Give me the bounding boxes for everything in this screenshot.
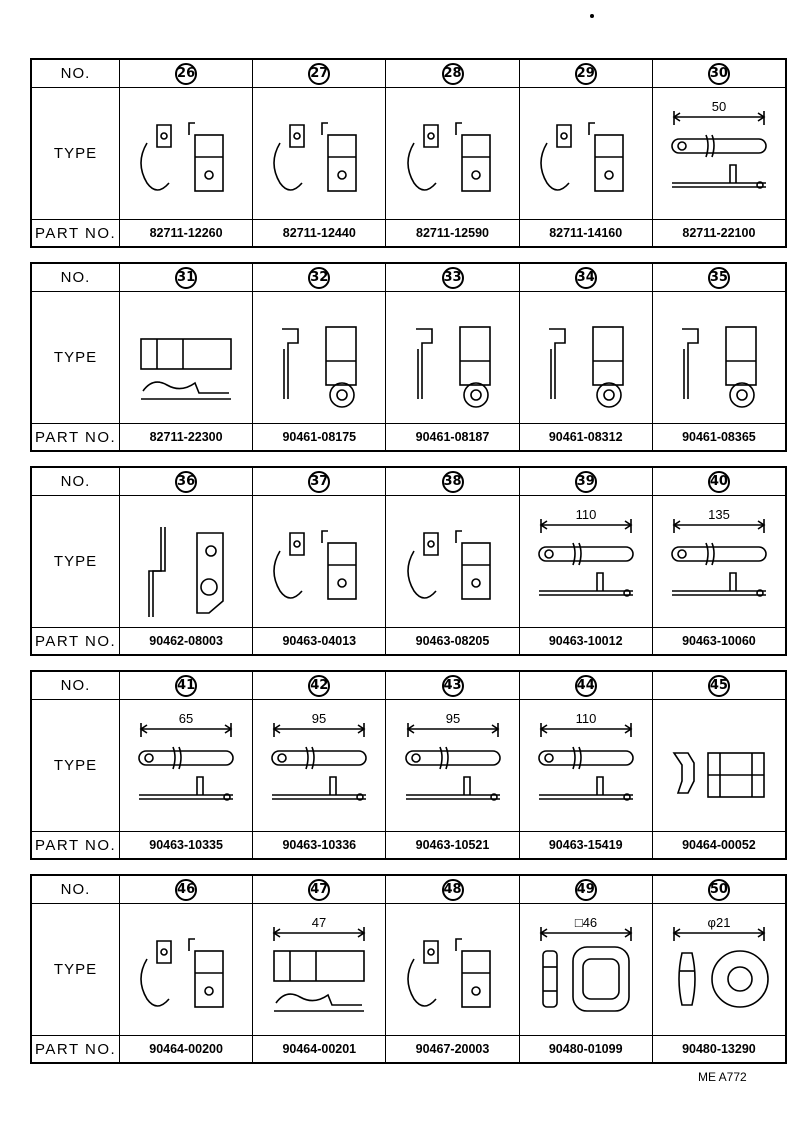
reference-code: ME A772 — [698, 1070, 747, 1084]
ring-bracket-clip-icon — [394, 95, 512, 213]
part-no-label: PART NO. — [32, 628, 120, 654]
bracket-clip-icon — [127, 503, 245, 621]
type-label: TYPE — [32, 904, 120, 1035]
item-number-cell — [520, 876, 653, 903]
part-number-cell — [120, 628, 253, 654]
type-illustration-cell — [520, 700, 653, 831]
hook-clip-icon — [127, 95, 245, 213]
part-number: 82711-12260 — [149, 226, 223, 240]
part-number-row — [32, 628, 785, 654]
type-illustration-cell — [253, 700, 386, 831]
parts-table-5 — [30, 874, 787, 1064]
part-number-cell — [253, 424, 386, 450]
type-illustration-cell — [386, 700, 519, 831]
part-number: 90463-04013 — [282, 634, 357, 648]
part-number: 90463-15419 — [548, 838, 623, 852]
type-row — [32, 496, 785, 628]
item-number-cell — [386, 264, 519, 291]
part-number-cell — [120, 424, 253, 450]
item-number-cell — [120, 672, 253, 699]
part-number: 90462-08003 — [149, 634, 223, 648]
dimension-label: 110 — [575, 506, 597, 522]
hook-clip-icon — [394, 503, 512, 621]
part-no-label: PART NO. — [32, 832, 120, 858]
item-number-cell — [653, 672, 785, 699]
part-number-cell — [386, 832, 519, 858]
type-illustration-cell — [386, 292, 519, 423]
number-row — [32, 264, 785, 292]
band-clamp-icon — [660, 95, 778, 213]
type-label: TYPE — [32, 496, 120, 627]
item-number: 46 — [175, 879, 197, 901]
part-number-row — [32, 832, 785, 858]
part-number-cell — [253, 832, 386, 858]
type-illustration-cell — [520, 496, 653, 627]
item-number: 29 — [575, 63, 597, 85]
part-number-row — [32, 1036, 785, 1062]
parts-table-1 — [30, 58, 787, 248]
part-number-cell — [120, 1036, 253, 1062]
item-number: 33 — [442, 267, 464, 289]
part-number-cell — [386, 1036, 519, 1062]
item-number: 39 — [575, 471, 597, 493]
plate-clip-icon — [260, 911, 378, 1029]
dimension-label: 135 — [708, 506, 730, 522]
part-number-cell — [520, 220, 653, 246]
item-number-cell — [386, 468, 519, 495]
plate-clip-icon — [127, 299, 245, 417]
item-number: 27 — [308, 63, 330, 85]
part-number-row — [32, 220, 785, 246]
band-clamp-icon — [660, 503, 778, 621]
item-number-cell — [253, 60, 386, 87]
type-illustration-cell — [653, 292, 785, 423]
item-number-cell — [520, 468, 653, 495]
item-number: 44 — [575, 675, 597, 697]
item-number: 47 — [308, 879, 330, 901]
band-clamp-icon — [127, 707, 245, 825]
ring-terminal-clip-icon — [260, 299, 378, 417]
type-illustration-cell — [120, 292, 253, 423]
part-no-label: PART NO. — [32, 424, 120, 450]
item-number-cell — [253, 264, 386, 291]
item-number: 45 — [708, 675, 730, 697]
part-number-cell — [653, 628, 785, 654]
type-illustration-cell — [120, 700, 253, 831]
item-number-cell — [653, 876, 785, 903]
item-number: 43 — [442, 675, 464, 697]
type-illustration-cell — [120, 496, 253, 627]
part-number: 90463-10060 — [682, 634, 756, 648]
item-number: 48 — [442, 879, 464, 901]
type-row — [32, 292, 785, 424]
parts-table-3 — [30, 466, 787, 656]
item-number-cell — [520, 60, 653, 87]
item-number-cell — [520, 264, 653, 291]
dimension-label: 95 — [312, 710, 327, 726]
type-illustration-cell — [386, 88, 519, 219]
square-grommet-icon — [527, 911, 645, 1029]
ring-terminal-clip-icon — [394, 299, 512, 417]
type-label: TYPE — [32, 292, 120, 423]
item-number-cell — [653, 264, 785, 291]
item-number-cell — [253, 468, 386, 495]
part-number: 82711-12440 — [282, 226, 356, 240]
no-label: NO. — [32, 60, 120, 87]
type-illustration-cell — [386, 904, 519, 1035]
type-row — [32, 904, 785, 1036]
part-number-cell — [253, 220, 386, 246]
parts-table-4 — [30, 670, 787, 860]
part-number-cell — [653, 832, 785, 858]
item-number-cell — [653, 468, 785, 495]
band-clamp-icon — [527, 707, 645, 825]
part-number-cell — [386, 628, 519, 654]
block-clip-icon — [660, 707, 778, 825]
dimension-label: 110 — [575, 710, 597, 726]
type-illustration-cell — [653, 904, 785, 1035]
type-label: TYPE — [32, 700, 120, 831]
type-illustration-cell — [253, 88, 386, 219]
part-number-cell — [520, 1036, 653, 1062]
type-label: TYPE — [32, 88, 120, 219]
item-number: 26 — [175, 63, 197, 85]
item-number-cell — [520, 672, 653, 699]
ring-terminal-clip-icon — [527, 299, 645, 417]
part-number: 90467-20003 — [415, 1042, 490, 1056]
hook-clip-icon — [394, 911, 512, 1029]
number-row — [32, 876, 785, 904]
wire-clip-icon — [127, 911, 245, 1029]
item-number-cell — [120, 468, 253, 495]
type-row — [32, 700, 785, 832]
item-number-cell — [653, 60, 785, 87]
no-label: NO. — [32, 672, 120, 699]
item-number-cell — [386, 876, 519, 903]
item-number: 42 — [308, 675, 330, 697]
type-illustration-cell — [653, 88, 785, 219]
type-illustration-cell — [386, 496, 519, 627]
part-number: 90463-10012 — [548, 634, 623, 648]
part-number: 90461-08175 — [282, 430, 357, 444]
item-number: 36 — [175, 471, 197, 493]
wire-hook-clip-icon — [260, 503, 378, 621]
part-number-cell — [520, 424, 653, 450]
item-number: 28 — [442, 63, 464, 85]
no-label: NO. — [32, 264, 120, 291]
part-number: 82711-12590 — [416, 226, 489, 240]
part-no-label: PART NO. — [32, 1036, 120, 1062]
bent-bracket-clip-icon — [527, 95, 645, 213]
number-row — [32, 468, 785, 496]
item-number-cell — [120, 264, 253, 291]
part-number: 90463-10336 — [282, 838, 357, 852]
part-number-row — [32, 424, 785, 450]
item-number: 34 — [575, 267, 597, 289]
part-number: 82711-14160 — [549, 226, 623, 240]
band-clamp-icon — [394, 707, 512, 825]
item-number: 40 — [708, 471, 730, 493]
part-number: 90461-08365 — [682, 430, 756, 444]
type-row — [32, 88, 785, 220]
band-clamp-icon — [527, 503, 645, 621]
dimension-label: 65 — [178, 710, 194, 726]
part-number: 82711-22300 — [149, 430, 223, 444]
dimension-label: □46 — [574, 914, 597, 930]
part-number: 90464-00200 — [149, 1042, 223, 1056]
parts-table-2 — [30, 262, 787, 452]
number-row — [32, 672, 785, 700]
part-number: 90464-00052 — [682, 838, 756, 852]
item-number-cell — [120, 876, 253, 903]
part-number-cell — [520, 628, 653, 654]
part-number-cell — [653, 424, 785, 450]
number-row — [32, 60, 785, 88]
dimension-label: φ21 — [707, 914, 731, 930]
type-illustration-cell — [520, 904, 653, 1035]
item-number-cell — [120, 60, 253, 87]
item-number-cell — [386, 672, 519, 699]
wire-spring-clip-icon — [260, 95, 378, 213]
part-number: 90461-08187 — [415, 430, 490, 444]
part-number-cell — [520, 832, 653, 858]
item-number-cell — [253, 672, 386, 699]
item-number: 30 — [708, 63, 730, 85]
part-no-label: PART NO. — [32, 220, 120, 246]
type-illustration-cell — [253, 292, 386, 423]
item-number: 35 — [708, 267, 730, 289]
item-number-cell — [253, 876, 386, 903]
part-number: 90464-00201 — [282, 1042, 357, 1056]
part-number: 82711-22100 — [682, 226, 756, 240]
type-illustration-cell — [253, 496, 386, 627]
part-number-cell — [253, 628, 386, 654]
dimension-label: 50 — [711, 98, 727, 114]
type-illustration-cell — [653, 700, 785, 831]
dimension-label: 47 — [312, 914, 327, 930]
part-number: 90463-08205 — [415, 634, 490, 648]
no-label: NO. — [32, 876, 120, 903]
part-number-cell — [653, 1036, 785, 1062]
hook-ring-clip-icon — [660, 299, 778, 417]
type-illustration-cell — [120, 88, 253, 219]
no-label: NO. — [32, 468, 120, 495]
dimension-label: 95 — [445, 710, 460, 726]
part-number-cell — [253, 1036, 386, 1062]
part-number-cell — [120, 832, 253, 858]
item-number: 31 — [175, 267, 197, 289]
part-number: 90480-13290 — [682, 1042, 756, 1056]
part-number-cell — [386, 220, 519, 246]
item-number: 37 — [308, 471, 330, 493]
band-clamp-icon — [260, 707, 378, 825]
item-number: 41 — [175, 675, 197, 697]
part-number-cell — [120, 220, 253, 246]
type-illustration-cell — [520, 292, 653, 423]
type-illustration-cell — [253, 904, 386, 1035]
item-number: 32 — [308, 267, 330, 289]
item-number: 38 — [442, 471, 464, 493]
part-number-cell — [386, 424, 519, 450]
type-illustration-cell — [520, 88, 653, 219]
type-illustration-cell — [120, 904, 253, 1035]
item-number: 50 — [708, 879, 730, 901]
part-number: 90480-01099 — [548, 1042, 623, 1056]
scan-speck — [590, 14, 594, 18]
part-number: 90461-08312 — [548, 430, 623, 444]
item-number: 49 — [575, 879, 597, 901]
type-illustration-cell — [653, 496, 785, 627]
part-number: 90463-10521 — [415, 838, 490, 852]
part-number-cell — [653, 220, 785, 246]
round-grommet-icon — [660, 911, 778, 1029]
item-number-cell — [386, 60, 519, 87]
part-number: 90463-10335 — [149, 838, 223, 852]
